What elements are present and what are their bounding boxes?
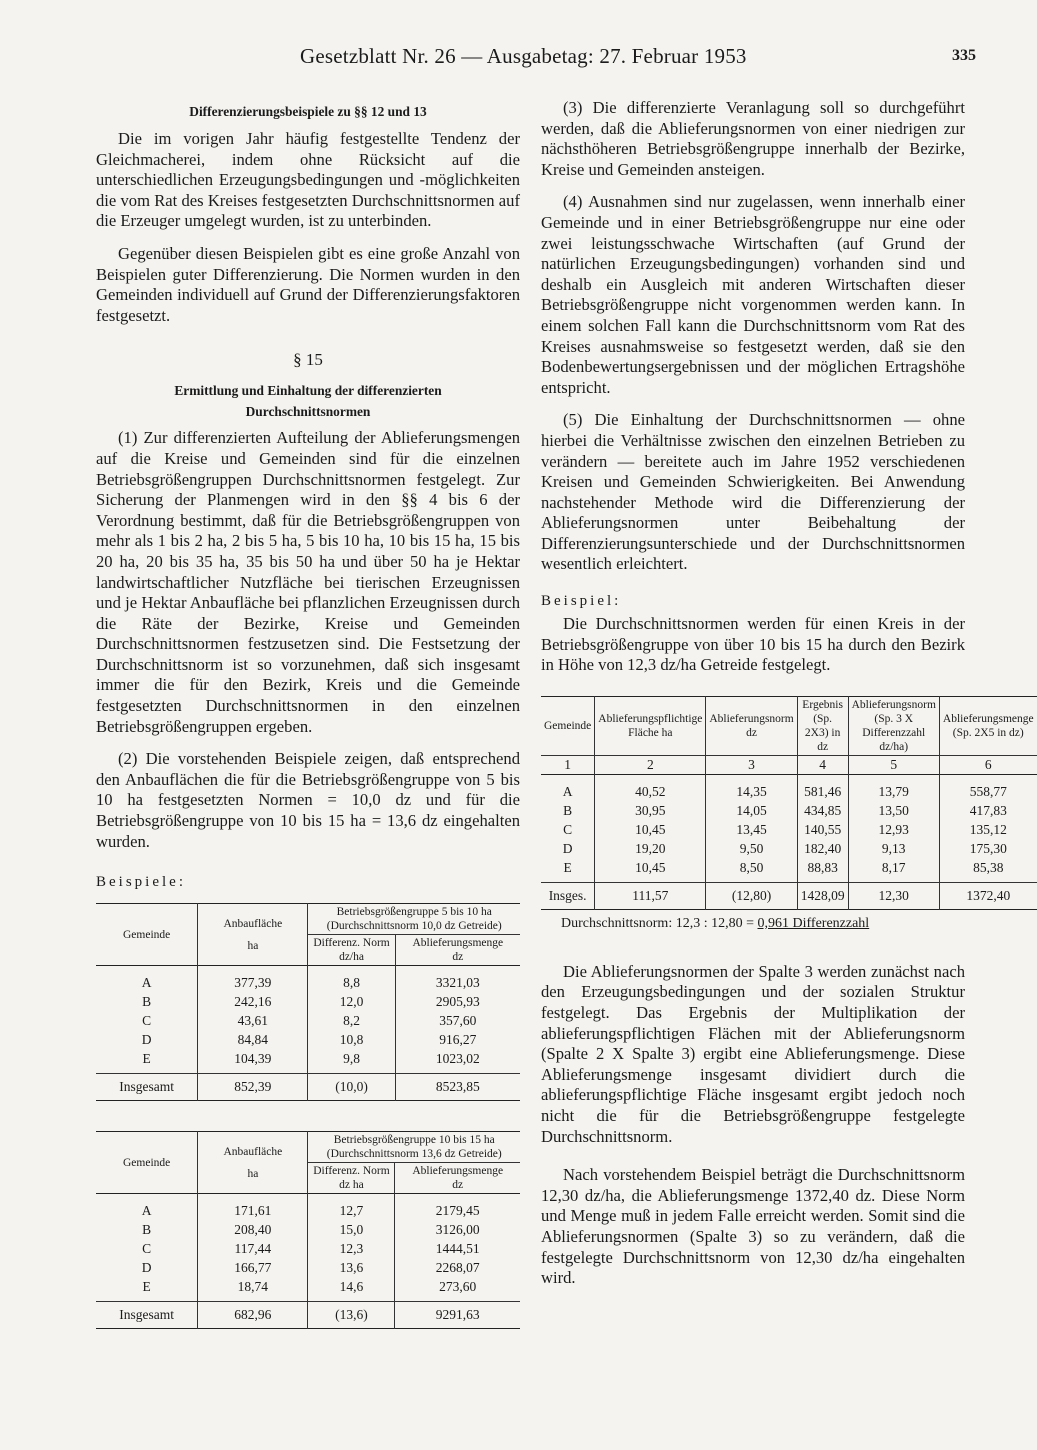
cell: 12,93: [848, 820, 939, 839]
cell: 166,77: [198, 1258, 308, 1277]
table-row: [96, 1030, 520, 1049]
cell: 40,52: [595, 774, 706, 801]
examples-label: Beispiele:: [96, 874, 186, 891]
table-total-row: [541, 882, 1037, 909]
cell: 12,3: [308, 1239, 395, 1258]
column-number: 2: [595, 755, 706, 774]
table-row: [96, 1239, 520, 1258]
column-number: 6: [939, 755, 1036, 774]
table-row: [96, 992, 520, 1011]
table-group-header: Betriebsgrößengruppe 10 bis 15 ha (Durchschnittsnorm 13,6 dz Getreide): [308, 1132, 520, 1163]
cell: (12,80): [706, 882, 797, 909]
cell: 12,7: [308, 1194, 395, 1221]
paragraph: (5) Die Einhaltung der Durchschnittsnormen — ohne hierbei die Verhältnisse zwischen den einzelnen Betrieben zu verändern — bereitete auch im Jahre 1952 verschiedenen Kreisen und Gemeinden Schwierigkeiten. Bei Anwendung nachstehender Methode wird die Differenzierung der Ablieferungsnormen unter Beibehaltung der Differenzierungsunterschiede und der Durchschnittsnormen wesentlich erleichtert.: [541, 410, 965, 574]
table-row: [96, 1049, 520, 1074]
cell: 182,40: [797, 839, 848, 858]
cell: 434,85: [797, 801, 848, 820]
left-column: [96, 98, 520, 1329]
paragraph: Gegenüber diesen Beispielen gibt es eine große Anzahl von Beispielen guter Differenzierung. Die Normen wurden in den Gemeinden individuell auf Grund der Differenzierungsfaktoren festgesetzt.: [96, 243, 520, 325]
section-title-line: Durchschnittsnormen: [245, 404, 371, 420]
cell: 581,46: [797, 774, 848, 801]
cell: 273,60: [395, 1277, 520, 1302]
header-label: Anbaufläche: [223, 1145, 283, 1158]
header-label: Ablieferungsmenge: [412, 1165, 504, 1178]
section-number: § 15: [293, 350, 323, 370]
cell: 88,83: [797, 858, 848, 883]
cell: 175,30: [939, 839, 1036, 858]
cell: 9,8: [308, 1049, 395, 1074]
cell: 9,13: [848, 839, 939, 858]
cell: 9,50: [706, 839, 797, 858]
cell: (10,0): [308, 1074, 395, 1101]
cell: 84,84: [198, 1030, 308, 1049]
cell: (13,6): [308, 1302, 395, 1329]
cell: 140,55: [797, 820, 848, 839]
page-title: Gesetzblatt Nr. 26 — Ausgabetag: 27. Februar 1953: [300, 44, 747, 68]
cell: 1444,51: [395, 1239, 520, 1258]
cell: 916,27: [395, 1030, 520, 1049]
cell: A: [141, 975, 152, 991]
cell: 1428,09: [797, 882, 848, 909]
cell: 417,83: [939, 801, 1036, 820]
cell: C: [142, 1241, 152, 1257]
cell: 135,12: [939, 820, 1036, 839]
table-header: Gemeinde: [122, 1156, 171, 1169]
paragraph: (4) Ausnahmen sind nur zugelassen, wenn innerhalb einer Gemeinde und in einer Betriebsgrößengruppe nur eine oder zwei leistungsschwache Wirtschaften (auf Grund der natürlichen Erzeugungsbedingungen) vorhanden sind und deshalb ein Ausgleich mit anderen Wirtschaften dieser Betriebsgrößengruppe nicht vorgenommen werden kann. In einem solchen Fall kann die Durchschnittsnorm vom Rat des Kreises ausnahmsweise so festgesetzt werden, daß sie den Bodenbewertungsergebnissen und der möglichen Ertragshöhe entspricht.: [541, 192, 965, 397]
table-group-10-15: [96, 1131, 520, 1329]
subheading: Differenzierungsbeispiele zu §§ 12 und 13: [189, 104, 427, 119]
table-row: [541, 839, 1037, 858]
header-label: Ablieferungsmenge: [412, 937, 504, 950]
cell: 12,30: [848, 882, 939, 909]
cell: 1372,40: [939, 882, 1036, 909]
column-number: 3: [706, 755, 797, 774]
paragraph: (1) Zur differenzierten Aufteilung der Ablieferungsmengen auf die Kreise und Gemeinden sind für die einzelnen Betriebsgrößengruppen Durchschnittsnormen festgelegt. Zur Sicherung der Planmengen wird in den §§ 4 bis 6 der Verordnung bestimmt, daß für die Betriebsgrößengruppen von mehr als 1 bis 2 ha, 2 bis 5 ha, 5 bis 10 ha, 10 bis 15 ha, 15 bis 20 ha, 20 bis 35 ha, 35 bis 50 ha und über 50 ha je Hektar landwirtschaftlicher Nutzfläche bei tierischen Erzeugnissen und je Hektar Anbaufläche bei pflanzlichen Erzeugnissen durch die Räte der Bezirke, Kreise und Gemeinden Durchschnittsnormen festzusetzen sind. Die Festsetzung der Durchschnittsnorm ist so vorzunehmen, daß sich insgesamt immer die für den Bezirk, Kreis und die Gemeinde festgesetzten Durchschnittsnormen in den einzelnen Betriebsgrößengruppen ergeben.: [96, 428, 520, 736]
cell: 104,39: [198, 1049, 308, 1074]
table-header: [395, 935, 520, 966]
cell: Insges.: [541, 882, 595, 909]
header-unit: dz/ha: [339, 951, 364, 964]
cell: D: [562, 840, 573, 856]
cell: 242,16: [198, 992, 308, 1011]
table-header: [308, 935, 395, 966]
cell: A: [562, 783, 573, 799]
column-number: 5: [848, 755, 939, 774]
cell: 377,39: [198, 966, 308, 993]
table-row: [96, 1258, 520, 1277]
example-label: Beispiel:: [541, 593, 622, 610]
table-differentiation: [541, 696, 1037, 910]
cell: 3126,00: [395, 1220, 520, 1239]
cell: 2179,45: [395, 1194, 520, 1221]
cell: 208,40: [198, 1220, 308, 1239]
cell: 8,8: [308, 966, 395, 993]
cell: 12,0: [308, 992, 395, 1011]
cell: 10,8: [308, 1030, 395, 1049]
table-group-header: Betriebsgrößengruppe 5 bis 10 ha (Durchschnittsnorm 10,0 dz Getreide): [308, 904, 520, 935]
table-header: [198, 904, 308, 966]
paragraph: (3) Die differenzierte Veranlagung soll so durchgeführt werden, daß die Ablieferungsnormen von einer niedrigen zur nächsthöheren Betriebsgrößengruppe innerhalb der Bezirke, Kreise und Gemeinden ansteigen.: [541, 98, 965, 179]
table-row: [541, 801, 1037, 820]
cell: E: [142, 1051, 151, 1067]
table-header: Ablieferungspflichtige Fläche ha: [595, 696, 706, 755]
cell: Insgesamt: [96, 1302, 198, 1329]
paragraph: Die im vorigen Jahr häufig festgestellte Tendenz der Gleichmacherei, indem ohne Rücksicht auf die unterschiedlichen Erzeugungsbedingungen und -möglichkeiten die vom Rat des Kreises festgesetzten Durchschnittsnormen auf die Erzeuger umgelegt wurden, ist zu unterbinden.: [96, 129, 520, 231]
cell: 30,95: [595, 801, 706, 820]
cell: A: [141, 1203, 152, 1219]
header-unit: dz: [452, 1179, 464, 1192]
cell: 43,61: [198, 1011, 308, 1030]
page-header: [300, 44, 990, 74]
cell: 19,20: [595, 839, 706, 858]
column-number: 4: [797, 755, 848, 774]
note-result: 0,961 Differenzzahl: [757, 915, 870, 931]
cell: 357,60: [395, 1011, 520, 1030]
table-row: [96, 1220, 520, 1239]
paragraph: Nach vorstehendem Beispiel beträgt die Durchschnittsnorm 12,30 dz/ha, die Ablieferungsmenge 1372,40 dz. Diese Norm und Menge muß in jedem Falle erreicht werden. Somit sind die Ablieferungsnormen (Spalte 3) so zu verändern, daß die festgelegte Durchschnittsnorm von 12,30 dz/ha eingehalten wird.: [541, 1165, 965, 1288]
cell: 18,74: [198, 1277, 308, 1302]
cell: 1023,02: [395, 1049, 520, 1074]
cell: 13,6: [308, 1258, 395, 1277]
cell: 682,96: [198, 1302, 308, 1329]
table-row: [96, 966, 520, 993]
cell: 15,0: [308, 1220, 395, 1239]
table-header: Gemeinde: [544, 719, 592, 732]
paragraph: Die Ablieferungsnormen der Spalte 3 werden zunächst nach den Erzeugungsbedingungen und der sozialen Struktur festgelegt. Das Ergebnis der Multiplikation der ablieferungspflichtigen Flächen mit der Ablieferungsnorm (Spalte 2 X Spalte 3) ergibt eine Ablieferungsmenge. Diese Ablieferungsmenge insgesamt dividiert durch die ablieferungspflichtige Fläche insgesamt ergibt jedoch noch nicht die für die Betriebsgrößengruppe festgelegte Durchschnittsnorm.: [541, 961, 965, 1146]
cell: B: [142, 1222, 152, 1238]
table-row: [541, 858, 1037, 883]
cell: 117,44: [198, 1239, 308, 1258]
header-label: Anbaufläche: [223, 917, 283, 930]
cell: 3321,03: [395, 966, 520, 993]
cell: D: [141, 1260, 152, 1276]
cell: 8,50: [706, 858, 797, 883]
table-header: Ablieferungsnorm dz: [706, 696, 797, 755]
cell: C: [563, 821, 573, 837]
table-header: Ablieferungsnorm (Sp. 3 X Differenzzahl dz/ha): [848, 696, 939, 755]
cell: 111,57: [595, 882, 706, 909]
cell: 2905,93: [395, 992, 520, 1011]
cell: 8,17: [848, 858, 939, 883]
cell: 13,50: [848, 801, 939, 820]
paragraph: Die Durchschnittsnormen werden für einen Kreis in der Betriebsgrößengruppe von über 10 bis 15 ha durch den Bezirk in Höhe von 12,3 dz/ha Getreide festgelegt.: [541, 614, 965, 675]
cell: 852,39: [198, 1074, 308, 1101]
table-header: Ergebnis (Sp. 2X3) in dz: [797, 696, 848, 755]
table-group-5-10: [96, 903, 520, 1101]
cell: 171,61: [198, 1194, 308, 1221]
header-label: Differenz. Norm: [313, 1165, 390, 1178]
cell: 14,6: [308, 1277, 395, 1302]
cell: 14,05: [706, 801, 797, 820]
cell: 13,45: [706, 820, 797, 839]
cell: 13,79: [848, 774, 939, 801]
table-row: [541, 774, 1037, 801]
cell: 558,77: [939, 774, 1036, 801]
table-total-row: [96, 1074, 520, 1101]
header-unit: dz: [452, 951, 464, 964]
cell: 10,45: [595, 858, 706, 883]
header-unit: ha: [247, 1167, 259, 1180]
header-unit: ha: [247, 939, 259, 952]
cell: 10,45: [595, 820, 706, 839]
cell: 9291,63: [395, 1302, 520, 1329]
calculation-note: [561, 916, 965, 932]
cell: 14,35: [706, 774, 797, 801]
cell: Insgesamt: [96, 1074, 198, 1101]
header-label: Differenz. Norm: [313, 937, 390, 950]
cell: B: [563, 802, 573, 818]
header-unit: dz ha: [339, 1179, 364, 1192]
column-number: 1: [564, 756, 571, 772]
table-row: [96, 1277, 520, 1302]
section-title-line: Ermittlung und Einhaltung der differenzierten: [174, 383, 442, 399]
cell: 85,38: [939, 858, 1036, 883]
cell: 8523,85: [395, 1074, 520, 1101]
section-title: [96, 380, 520, 422]
table-header: Gemeinde: [122, 928, 171, 941]
column-number-row: [541, 755, 1037, 774]
table-row: [96, 1011, 520, 1030]
cell: D: [141, 1032, 152, 1048]
table-header: [395, 1163, 520, 1194]
cell: 8,2: [308, 1011, 395, 1030]
cell: C: [142, 1013, 152, 1029]
table-row: [541, 820, 1037, 839]
paragraph: (2) Die vorstehenden Beispiele zeigen, daß entsprechend den Anbauflächen die für die Betriebsgrößengruppe von 5 bis 10 ha festgesetzten Normen = 10,0 dz und für die Betriebsgrößengruppe von 10 bis 15 ha = 13,6 dz eingehalten wurden.: [96, 749, 520, 851]
cell: B: [142, 994, 152, 1010]
cell: E: [563, 859, 572, 875]
page-number: 335: [952, 47, 976, 64]
cell: 2268,07: [395, 1258, 520, 1277]
right-column: [541, 98, 1034, 1301]
table-row: [96, 1194, 520, 1221]
note-formula: Durchschnittsnorm: 12,3 : 12,80 =: [561, 915, 754, 931]
table-header: [198, 1132, 308, 1194]
table-total-row: [96, 1302, 520, 1329]
cell: E: [142, 1279, 151, 1295]
table-header: [308, 1163, 395, 1194]
table-header: Ablieferungsmenge (Sp. 2X5 in dz): [939, 696, 1036, 755]
